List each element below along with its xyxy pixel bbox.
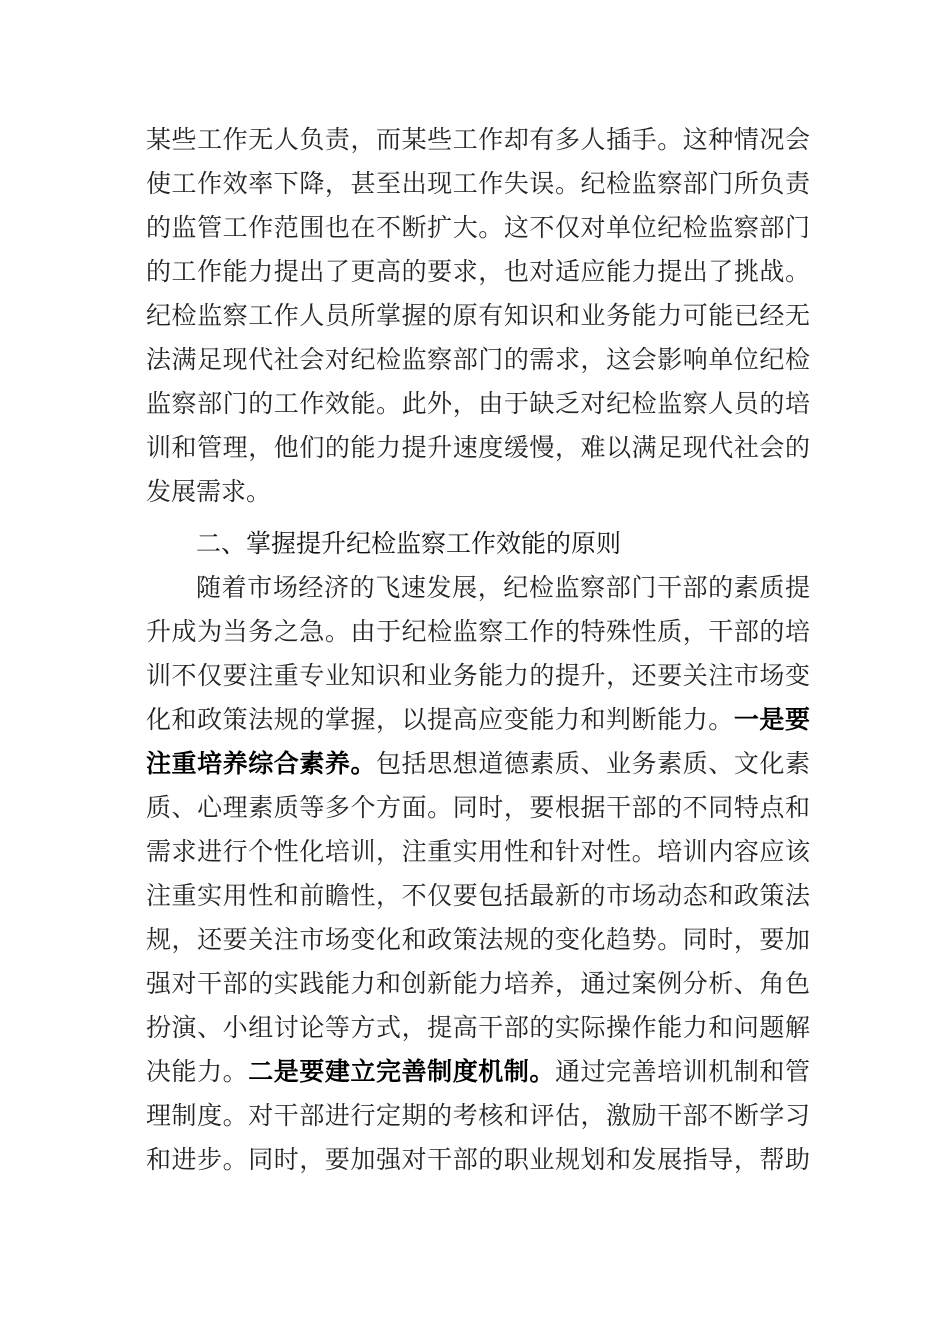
text-line: 和进步。同时，要加强对干部的职业规划和发展指导，帮助	[146, 1145, 810, 1174]
text-line: 使工作效率下降，甚至出现工作失误。纪检监察部门所负责	[146, 169, 810, 198]
text-line: 发展需求。	[146, 477, 272, 506]
text-run: 决能力。	[146, 1057, 249, 1086]
text-line: 升成为当务之急。由于纪检监察工作的特殊性质，干部的培	[146, 617, 810, 646]
text-run: 包括思想道德素质、业务素质、文化素	[376, 749, 810, 778]
bold-text-run: 注重培养综合素养。	[146, 749, 377, 778]
text-line	[146, 1050, 810, 1094]
text-line	[146, 698, 810, 742]
text-line: 理制度。对干部进行定期的考核和评估，激励干部不断学习	[146, 1101, 810, 1130]
text-line: 纪检监察工作人员所掌握的原有知识和业务能力可能已经无	[146, 301, 810, 330]
text-line: 的工作能力提出了更高的要求，也对适应能力提出了挑战。	[146, 257, 810, 286]
text-line: 某些工作无人负责，而某些工作却有多人插手。这种情况会	[146, 125, 810, 154]
text-line: 随着市场经济的飞速发展，纪检监察部门干部的素质提	[196, 573, 810, 602]
text-line: 质、心理素质等多个方面。同时，要根据干部的不同特点和	[146, 793, 810, 822]
text-line: 注重实用性和前瞻性，不仅要包括最新的市场动态和政策法	[146, 881, 810, 910]
text-run: 通过完善培训机制和管	[554, 1057, 810, 1086]
text-line: 强对干部的实践能力和创新能力培养，通过案例分析、角色	[146, 969, 810, 998]
text-line: 需求进行个性化培训，注重实用性和针对性。培训内容应该	[146, 837, 810, 866]
text-line: 监察部门的工作效能。此外，由于缺乏对纪检监察人员的培	[146, 389, 810, 418]
bold-text-run: 一是要	[733, 705, 810, 734]
text-line: 训和管理，他们的能力提升速度缓慢，难以满足现代社会的	[146, 433, 810, 462]
text-line: 规，还要关注市场变化和政策法规的变化趋势。同时，要加	[146, 925, 810, 954]
section-heading: 二、掌握提升纪检监察工作效能的原则	[196, 529, 622, 558]
text-line: 的监管工作范围也在不断扩大。这不仅对单位纪检监察部门	[146, 213, 810, 242]
text-line: 训不仅要注重专业知识和业务能力的提升，还要关注市场变	[146, 661, 810, 690]
bold-text-run: 二是要建立完善制度机制。	[248, 1057, 555, 1086]
text-line	[146, 742, 810, 786]
text-run: 化和政策法规的掌握，以提高应变能力和判断能力。	[146, 705, 734, 734]
text-line: 扮演、小组讨论等方式，提高干部的实际操作能力和问题解	[146, 1013, 810, 1042]
text-line: 法满足现代社会对纪检监察部门的需求，这会影响单位纪检	[146, 345, 810, 374]
